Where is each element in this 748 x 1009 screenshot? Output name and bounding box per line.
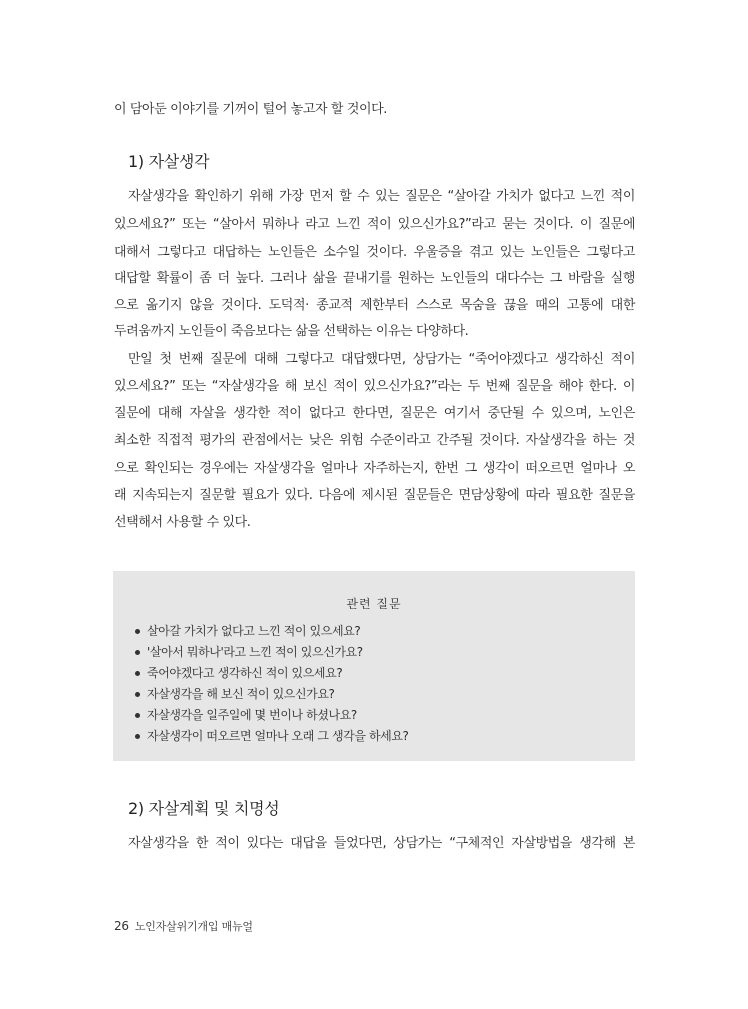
related-questions-title: 관련 질문 (346, 597, 402, 611)
page-footer (114, 918, 253, 934)
bullet-icon (135, 671, 140, 676)
list-item: 살아갈 가치가 없다고 느낀 적이 있으세요? (133, 621, 409, 642)
paragraph-line: 대해서 그렇다고 대답하는 노인들은 소수일 것이다. 우울증을 겪고 있는 노인들은 그렇다고 (114, 245, 635, 260)
paragraph-line: 두려움까지 노인들이 죽음보다는 삶을 선택하는 이유는 다양하다. (114, 324, 469, 339)
paragraph-line: 선택해서 사용할 수 있다. (114, 515, 251, 530)
section-heading-suicidal-ideation: 1) 자살생각 (128, 152, 210, 171)
bullet-icon (135, 629, 140, 634)
paragraph-line: 있으세요?” 또는 “자살생각을 해 보신 적이 있으신가요?”라는 두 번째 질문을 해야 한다. 이 (114, 379, 635, 394)
section-heading-suicide-plan: 2) 자살계획 및 치명성 (128, 799, 280, 818)
paragraph-line: 최소한 직접적 평가의 관점에서는 낮은 위험 수준이라고 간주될 것이다. 자살생각을 하는 것 (114, 433, 635, 448)
bullet-icon (135, 734, 140, 739)
related-questions-box (113, 571, 635, 761)
page-number: 26 (114, 919, 129, 933)
paragraph-line: 있으세요?” 또는 “살아서 뭐하나 라고 느낀 적이 있으신가요?”라고 묻는 것이다. 이 질문에 (114, 217, 635, 232)
bullet-icon (135, 692, 140, 697)
paragraph-line: 대답할 확률이 좀 더 높다. 그러나 삶을 끝내기를 원하는 노인들의 대다수는 그 바람을 실행 (114, 271, 635, 286)
list-item: 자살생각이 떠오르면 얼마나 오래 그 생각을 하세요? (133, 726, 409, 747)
related-questions-list (133, 621, 409, 747)
paragraph-line: 으로 옮기지 않을 것이다. 도덕적· 종교적 제한부터 스스로 목숨을 끊을 때의 고통에 대한 (114, 298, 635, 313)
bullet-icon (135, 650, 140, 655)
paragraph-line: 질문에 대해 자살을 생각한 적이 없다고 한다면, 질문은 여기서 중단될 수 있으며, 노인은 (114, 406, 635, 421)
list-item: 자살생각을 해 보신 적이 있으신가요? (133, 684, 409, 705)
list-item: 죽어야겠다고 생각하신 적이 있으세요? (133, 663, 409, 684)
paragraph-line: 래 지속되는지 질문할 필요가 있다. 다음에 제시된 질문들은 면담상황에 따라 필요한 질문을 (114, 488, 635, 503)
bullet-icon (135, 713, 140, 718)
paragraph-line: 자살생각을 한 적이 있다는 대답을 들었다면, 상담가는 “구체적인 자살방법을 생각해 본 (128, 836, 635, 851)
paragraph-line: 자살생각을 확인하기 위해 가장 먼저 할 수 있는 질문은 “살아갈 가치가 없다고 느낀 적이 (128, 189, 635, 204)
list-item: '살아서 뭐하나'라고 느낀 적이 있으신가요? (133, 642, 409, 663)
intro-text: 이 담아둔 이야기를 기꺼이 털어 놓고자 할 것이다. (114, 102, 388, 117)
manual-title: 노인자살위기개입 매뉴얼 (134, 920, 253, 933)
paragraph-line: 으로 확인되는 경우에는 자살생각을 얼마나 자주하는지, 한번 그 생각이 떠오르면 얼마나 오 (114, 461, 635, 476)
paragraph-line: 만일 첫 번째 질문에 대해 그렇다고 대답했다면, 상담가는 “죽어야겠다고 생각하신 적이 (128, 352, 635, 367)
list-item: 자살생각을 일주일에 몇 번이나 하셨나요? (133, 705, 409, 726)
